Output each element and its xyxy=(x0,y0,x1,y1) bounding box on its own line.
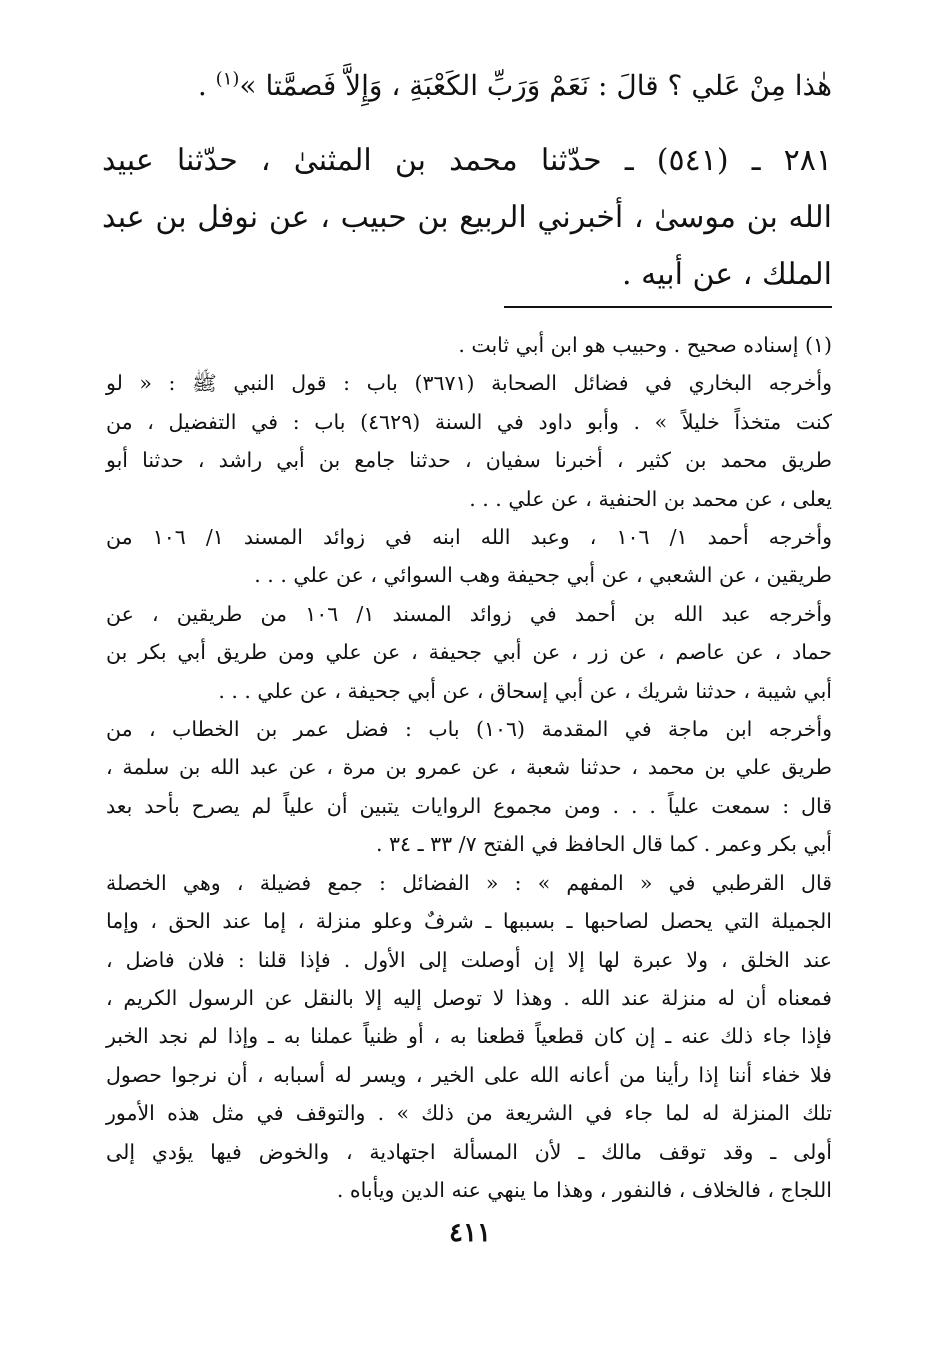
footnote-line: قال : سمعت علياً . . . ومن مجموع الروايات يتبين أن علياً لم يصرح بأحد بعد xyxy=(106,793,832,818)
footnote-line: فمعناه أن له منزلة عند الله . وهذا لا توصل إليه إلا بالنقل عن الرسول الكريم ، xyxy=(106,985,832,1010)
footnote-line: (١) إسناده صحيح . وحبيب هو ابن أبي ثابت . xyxy=(458,333,832,357)
footnote-line: وأخرجه البخاري في فضائل الصحابة (٣٦٧١) باب : قول النبي ﷺ : « لو xyxy=(106,371,832,396)
footnote-separator xyxy=(504,306,832,308)
footnote-line: أولى ـ وقد توقف مالك ـ لأن المسألة اجتهادية ، والخوض فيها يؤدي إلى xyxy=(106,1139,832,1164)
footnote-line: طريقين ، عن الشعبي ، عن أبي جحيفة وهب السوائي ، عن علي . . . xyxy=(254,563,832,588)
footnote-line: وأخرجه ابن ماجة في المقدمة (١٠٦) باب : فضل عمر بن الخطاب ، من xyxy=(106,717,832,742)
footnote-line: أبي بكر وعمر . كما قال الحافظ في الفتح ٧/ ٣٣ ـ ٣٤ . xyxy=(376,832,832,857)
footnotes xyxy=(106,326,832,1209)
footnote-line: عند الخلق ، ولا عبرة لها إلا إن أوصلت إلى الأول . فإذا قلنا : فلان فاضل ، xyxy=(106,947,832,972)
footnote-line: طريق علي بن محمد ، حدثنا شعبة ، عن عمرو بن مرة ، عن عبد الله بن سلمة ، xyxy=(106,755,832,780)
footnote-line: اللجاج ، فالخلاف ، فالنفور ، وهذا ما ينهي عنه الدين ويأباه . xyxy=(336,1177,832,1202)
footnote-line: الجميلة التي يحصل لصاحبها ـ بسببها ـ شرفٌ وعلو منزلة ، إما عند الحق ، وإما xyxy=(106,909,832,934)
footnote-line: وأخرجه عبد الله بن أحمد في زوائد المسند ١/ ١٠٦ من طريقين ، عن xyxy=(106,601,832,626)
hadith-line: الله بن موسىٰ ، أخبرني الربيع بن حبيب ، عن نوفل بن عبد xyxy=(102,200,832,235)
footnote-line: أبي شيبة ، حدثنا شريك ، عن أبي إسحاق ، عن أبي جحيفة ، عن علي . . . xyxy=(218,678,832,703)
footnote-line: حماد ، عن عاصم ، عن زر ، عن أبي جحيفة ، عن علي ومن طريق أبي بكر بن xyxy=(106,640,832,665)
footnote-line: يعلى ، عن محمد بن الحنفية ، عن علي . . . xyxy=(469,486,832,511)
hadith-continuation-line xyxy=(102,58,832,114)
hadith-line: ٢٨١ ـ (٥٤١) ـ حدّثنا محمد بن المثنىٰ ، حدّثنا عبيد xyxy=(102,143,832,178)
main-text xyxy=(102,58,832,303)
page-number: ٤١١ xyxy=(449,1218,491,1248)
hadith-line: الملك ، عن أبيه . xyxy=(622,257,832,292)
hadith-text: هٰذا مِنْ عَلي ؟ قالَ : نَعَمْ وَرَبِّ الكَعْبَةِ ، وَإِلاَّ فَصمَّتا » xyxy=(239,69,832,102)
footnote-line: كنت متخذاً خليلاً » . وأبو داود في السنة (٤٦٢٩) باب : في التفضيل ، من xyxy=(106,409,832,434)
footnote-reference[interactable]: (١) xyxy=(215,68,240,90)
footnote-line: تلك المنزلة له لما جاء في الشريعة من ذلك » . والتوقف في مثل هذه الأمور xyxy=(106,1101,832,1126)
footnote-line: قال القرطبي في « المفهم » : « الفضائل : جمع فضيلة ، وهي الخصلة xyxy=(106,870,832,895)
footnote-line: فإذا جاء ذلك عنه ـ إن كان قطعياً قطعنا به ، أو ظنياً عملنا به ـ وإذا لم نجد الخبر xyxy=(106,1024,832,1049)
footnote-line: فلا خفاء أننا إذا رأينا من أعانه الله على الخير ، ويسر له أسبابه ، أن نرجوا حصول xyxy=(106,1062,832,1087)
footnote-line: طريق محمد بن كثير ، أخبرنا سفيان ، حدثنا جامع بن أبي راشد ، حدثنا أبو xyxy=(106,448,832,473)
hadith-end-mark: . xyxy=(197,69,216,102)
footnote-line: وأخرجه أحمد ١/ ١٠٦ ، وعبد الله ابنه في زوائد المسند ١/ ١٠٦ من xyxy=(106,525,832,550)
